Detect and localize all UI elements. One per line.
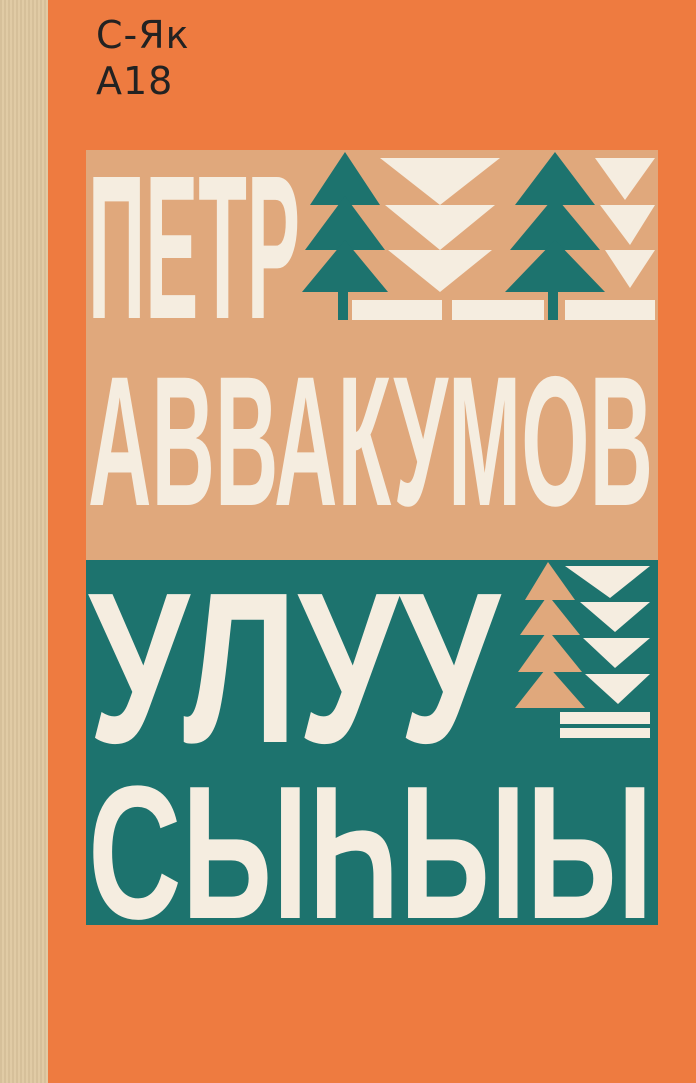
author-last-name: АВВАКУМОВ bbox=[88, 339, 653, 545]
author-name bbox=[0, 0, 1, 1]
title-line-2: СЫҺЫЫ bbox=[88, 747, 653, 959]
title-line-1: УЛУУ bbox=[88, 547, 502, 788]
library-shelf-mark: С-Як А18 bbox=[96, 13, 190, 103]
author-first-name: ПЕТР bbox=[88, 133, 300, 362]
